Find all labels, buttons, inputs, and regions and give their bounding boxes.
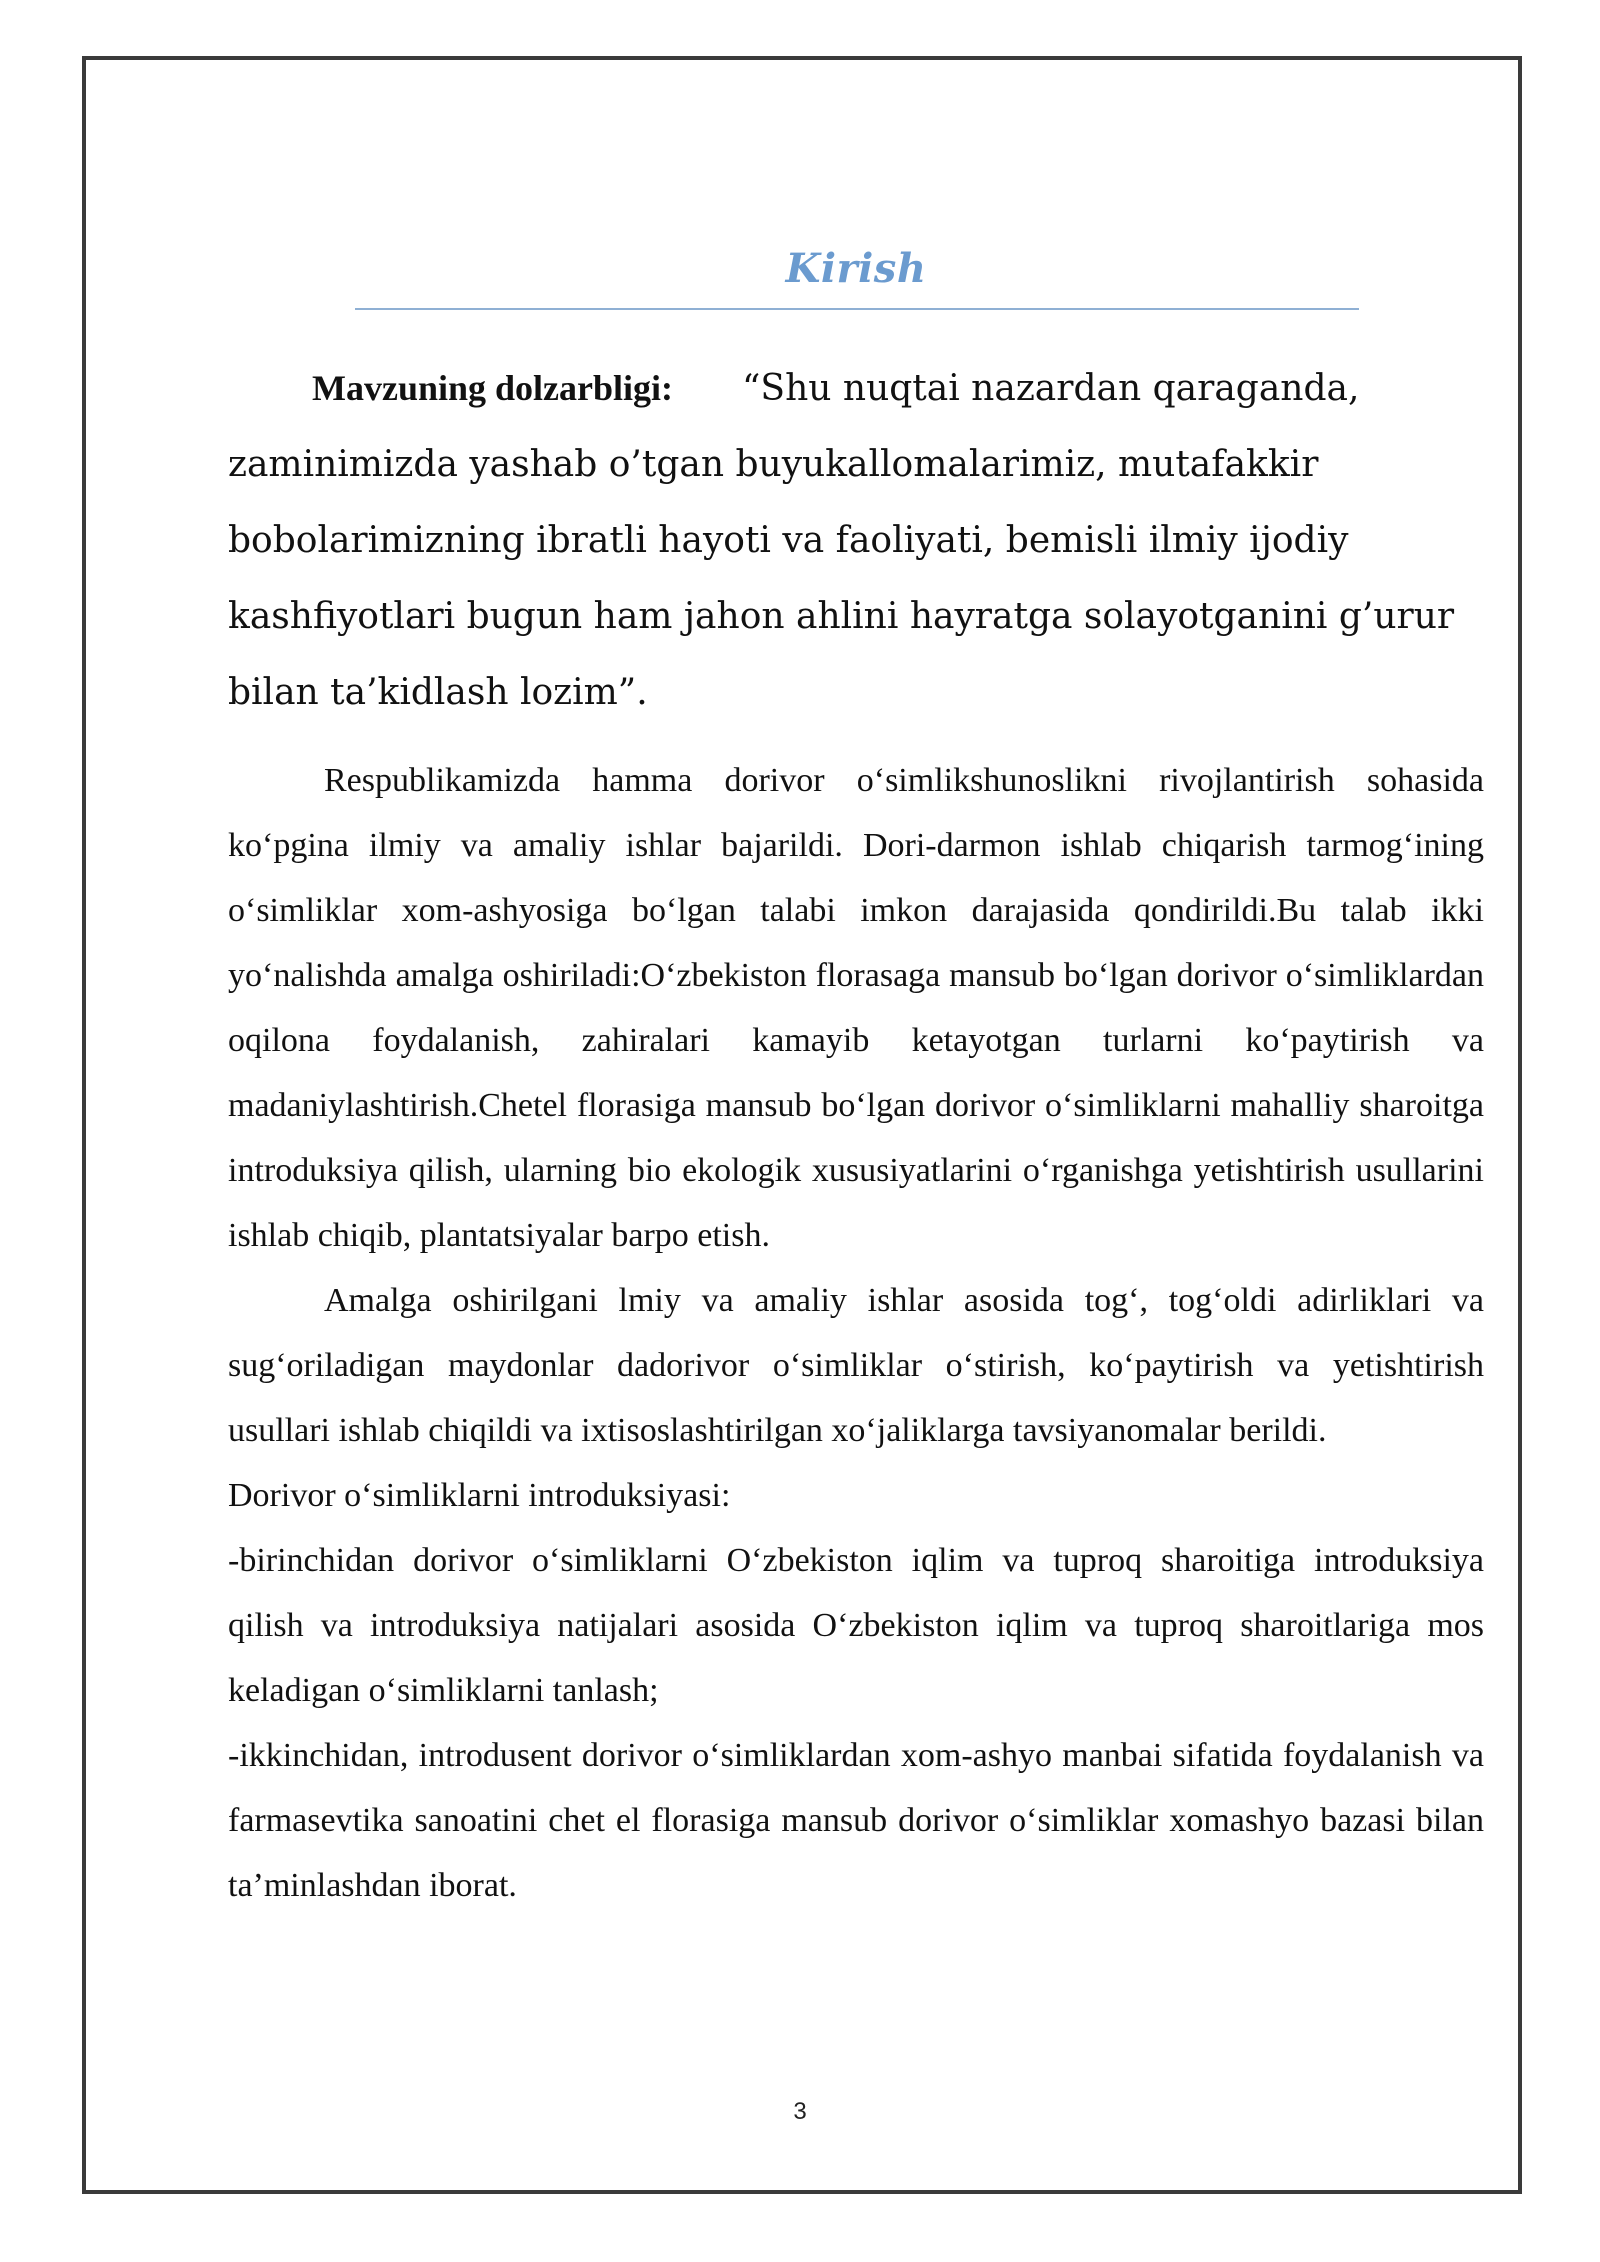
paragraph-intro: Respublikamizda hamma dorivor o‘simlikshunoslikni rivojlantirish sohasida ko‘pgina ilmiy va amaliy ishlar bajarildi. Dori-darmon ishlab chiqarish tarmog‘ining o‘simliklar xom-ashyosiga bo‘lgan talabi imkon darajasida qondirildi.Bu talab ikki yo‘nalishda amalga oshiriladi:O‘zbekiston florasaga mansub bo‘lgan dorivor o‘simliklardan oqilona foydalanish, zahiralari kamayib ketayotgan turlarni ko‘paytirish va madaniylashtirish.Chetel florasiga mansub bo‘lgan dorivor o‘simliklarni mahalliy sharoitga introduksiya qilish, ularning bio ekologik xususiyatlarini o‘rganishga yetishtirish usullarini ishlab chiqib, plantatsiyalar barpo etish. <box>228 762 1484 1254</box>
relevance-paragraph <box>228 350 1484 731</box>
page-number: 3 <box>793 2098 807 2125</box>
relevance-label: Mavzuning dolzarbligi: <box>312 368 674 408</box>
paragraph-results: Amalga oshirilgani lmiy va amaliy ishlar asosida tog‘, tog‘oldi adirliklari va sug‘oriladigan maydonlar dadorivor o‘simliklar o‘stirish, ko‘paytirish va yetishtirish usullari ishlab chiqildi va ixtisoslashtirilgan xo‘jaliklarga tavsiyanomalar berildi. <box>228 1282 1484 1449</box>
list-item-second: -ikkinchidan, introdusent dorivor o‘simliklardan xom-ashyo manbai sifatida foydalanish va farmasevtika sanoatini chet el florasiga mansub dorivor o‘simliklar xomashyo bazasi bilan ta’minlashdan iborat. <box>228 1737 1484 1904</box>
body-text <box>228 748 1484 1918</box>
relevance-quote: “Shu nuqtai nazardan qaraganda, zaminimizda yashab o’tgan buyukallomalarimiz, mutafakkir bobolarimizning ibratli hayoti va faoliyati, bemisli ilmiy ijodiy kashfiyotlari bugun ham jahon ahlini hayratga solayotganini g’urur bilan ta’kidlash lozim”. <box>228 368 1455 713</box>
section-heading: Kirish <box>785 245 927 292</box>
paragraph-list-title: Dorivor o‘simliklarni introduksiyasi: <box>228 1477 731 1514</box>
list-item-first: -birinchidan dorivor o‘simliklarni O‘zbekiston iqlim va tuproq sharoitiga introduksiya qilish va introduksiya natijalari asosida O‘zbekiston iqlim va tuproq sharoitlariga mos keladigan o‘simliklarni tanlash; <box>228 1542 1484 1709</box>
heading-underline <box>355 308 1359 310</box>
